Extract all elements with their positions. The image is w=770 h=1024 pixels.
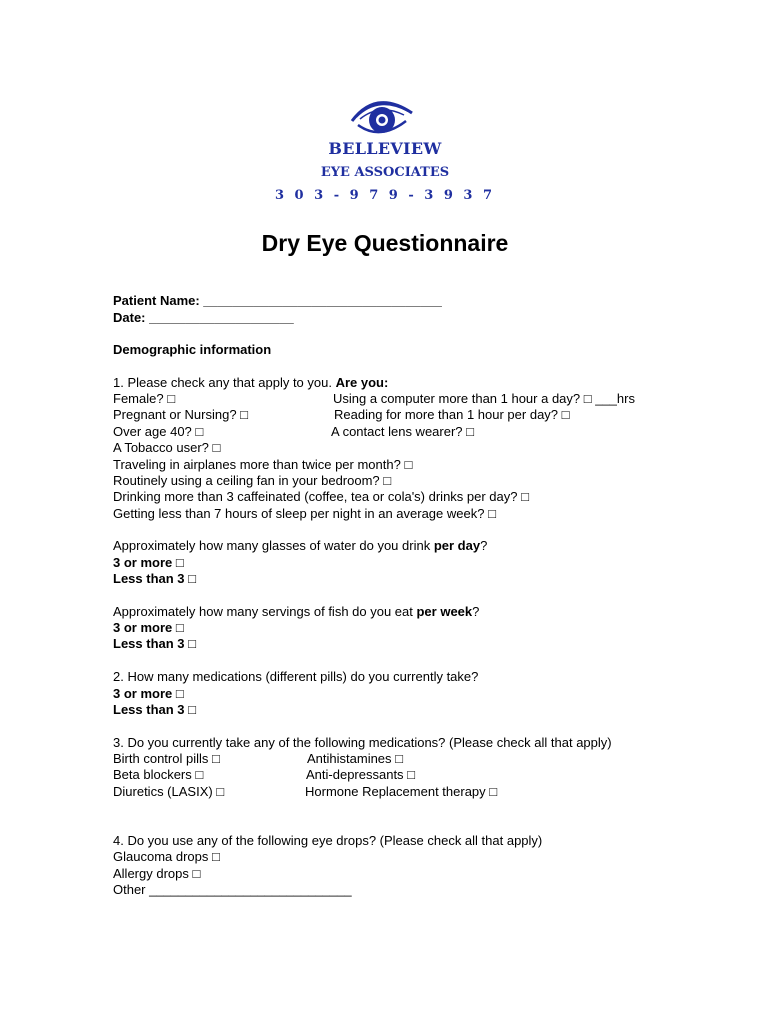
water-option-3-or-more[interactable]: 3 or more □	[113, 555, 184, 570]
checkbox-pregnant[interactable]: Pregnant or Nursing? □	[113, 407, 249, 422]
brand-phone: 3 0 3 - 9 7 9 - 3 9 3 7	[274, 188, 496, 203]
checkbox-glaucoma-drops[interactable]: Glaucoma drops □	[113, 849, 220, 864]
checkbox-tobacco[interactable]: A Tobacco user? □	[113, 440, 221, 455]
meds-option-3-or-more[interactable]: 3 or more □	[113, 686, 184, 701]
meds-option-less-than-3[interactable]: Less than 3 □	[113, 702, 196, 717]
demographic-heading: Demographic information	[113, 342, 272, 357]
patient-name-field[interactable]: Patient Name: _________________________________	[113, 293, 442, 308]
water-option-less-than-3[interactable]: Less than 3 □	[113, 571, 196, 586]
checkbox-diuretics[interactable]: Diuretics (LASIX) □	[113, 784, 225, 799]
q3-prompt: 3. Do you currently take any of the following medications? (Please check all that apply)	[113, 735, 612, 750]
checkbox-caffeine[interactable]: Drinking more than 3 caffeinated (coffee, tea or cola's) drinks per day? □	[113, 489, 529, 504]
eye-logo-icon	[346, 95, 414, 141]
checkbox-allergy-drops[interactable]: Allergy drops □	[113, 866, 201, 881]
checkbox-computer[interactable]: Using a computer more than 1 hour a day? □ ___hrs	[333, 391, 635, 406]
date-field[interactable]: Date: ____________________	[113, 310, 294, 325]
checkbox-hormone-therapy[interactable]: Hormone Replacement therapy □	[305, 784, 498, 799]
checkbox-antihistamines[interactable]: Antihistamines □	[307, 751, 404, 766]
q1-prompt: 1. Please check any that apply to you. Are you:	[113, 375, 389, 390]
checkbox-anti-depressants[interactable]: Anti-depressants □	[306, 767, 416, 782]
fish-option-less-than-3[interactable]: Less than 3 □	[113, 636, 196, 651]
page-title: Dry Eye Questionnaire	[261, 230, 509, 256]
checkbox-over-40[interactable]: Over age 40? □	[113, 424, 204, 439]
fish-option-3-or-more[interactable]: 3 or more □	[113, 620, 184, 635]
checkbox-ceiling-fan[interactable]: Routinely using a ceiling fan in your bedroom? □	[113, 473, 392, 488]
checkbox-female[interactable]: Female? □	[113, 391, 176, 406]
checkbox-beta-blockers[interactable]: Beta blockers □	[113, 767, 204, 782]
water-prompt: Approximately how many glasses of water do you drink per day?	[113, 538, 488, 553]
checkbox-contact-lens[interactable]: A contact lens wearer? □	[331, 424, 474, 439]
checkbox-sleep[interactable]: Getting less than 7 hours of sleep per night in an average week? □	[113, 506, 496, 521]
checkbox-birth-control[interactable]: Birth control pills □	[113, 751, 220, 766]
other-drops-field[interactable]: Other ____________________________	[113, 882, 352, 897]
q4-prompt: 4. Do you use any of the following eye drops? (Please check all that apply)	[113, 833, 543, 848]
brand-subtitle: EYE ASSOCIATES	[320, 165, 450, 180]
fish-prompt: Approximately how many servings of fish do you eat per week?	[113, 604, 480, 619]
q2-prompt: 2. How many medications (different pills) do you currently take?	[113, 669, 479, 684]
checkbox-reading[interactable]: Reading for more than 1 hour per day? □	[334, 407, 570, 422]
checkbox-airplanes[interactable]: Traveling in airplanes more than twice per month? □	[113, 457, 413, 472]
brand-name: BELLEVIEW	[328, 139, 442, 158]
